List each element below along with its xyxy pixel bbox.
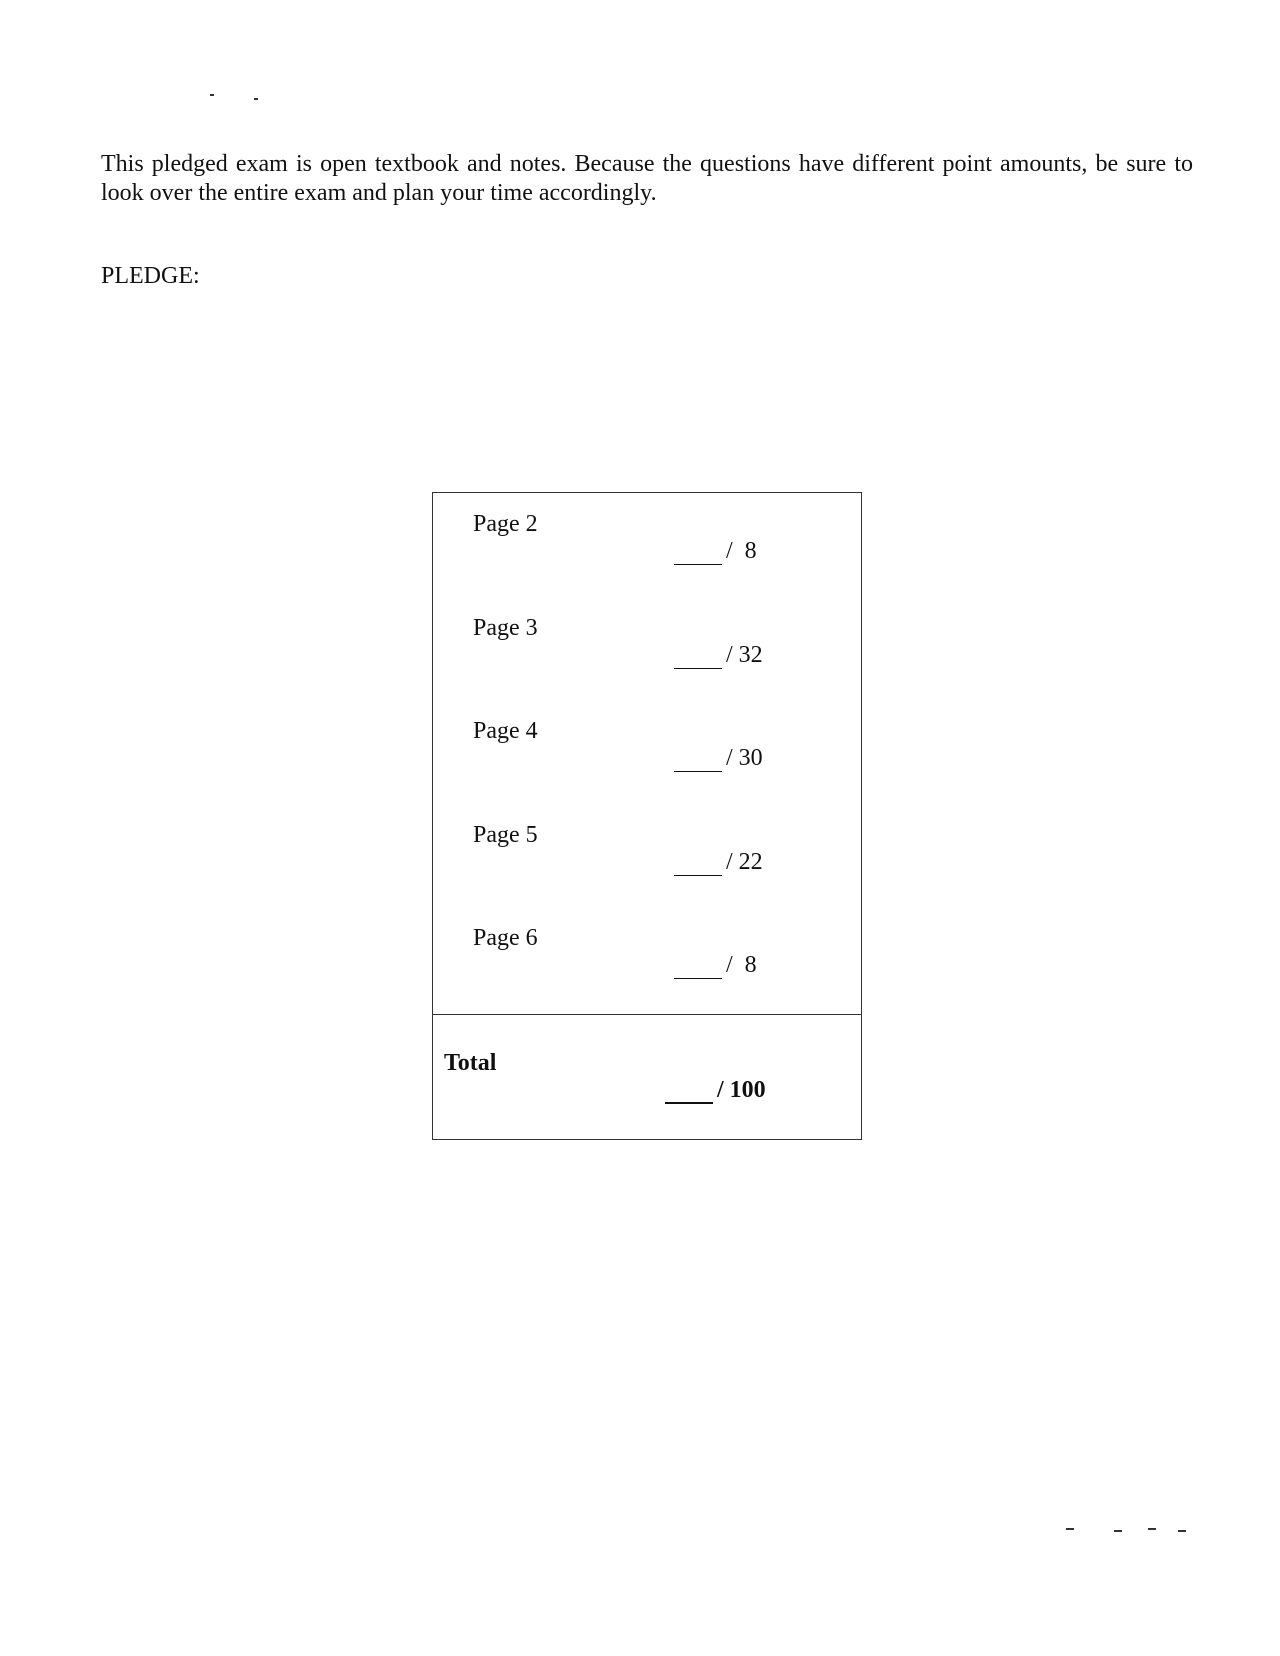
score-row-page-3 bbox=[433, 597, 861, 687]
score-row-score bbox=[674, 642, 763, 669]
score-row-score bbox=[674, 952, 757, 979]
total-label: Total bbox=[444, 1050, 497, 1076]
score-row-points: / 32 bbox=[726, 642, 763, 668]
score-row-page-4 bbox=[433, 700, 861, 790]
score-row-page-6 bbox=[433, 907, 861, 997]
exam-instructions: This pledged exam is open textbook and notes. Because the questions have different point amounts, be sure to look over the entire exam and plan your time accordingly. bbox=[101, 151, 1193, 206]
score-blank[interactable] bbox=[674, 644, 722, 669]
score-row-label: Page 3 bbox=[473, 615, 538, 641]
score-row-score bbox=[674, 745, 763, 772]
score-blank[interactable] bbox=[674, 540, 722, 565]
score-blank[interactable] bbox=[674, 851, 722, 876]
pledge-label: PLEDGE: bbox=[101, 263, 200, 289]
header-fragment bbox=[190, 86, 270, 106]
score-row-page-2 bbox=[433, 493, 861, 583]
score-row-label: Page 2 bbox=[473, 511, 538, 537]
total-points: / 100 bbox=[717, 1077, 766, 1103]
score-row-points: / 8 bbox=[726, 538, 757, 564]
score-row-score bbox=[674, 538, 757, 565]
total-blank[interactable] bbox=[665, 1078, 713, 1104]
score-row-points: / 30 bbox=[726, 745, 763, 771]
score-row-score bbox=[674, 849, 763, 876]
score-table bbox=[432, 492, 862, 1140]
score-row-label: Page 4 bbox=[473, 718, 538, 744]
score-row-points: / 8 bbox=[726, 952, 757, 978]
score-row-label: Page 5 bbox=[473, 822, 538, 848]
total-score bbox=[665, 1077, 766, 1104]
score-blank[interactable] bbox=[674, 747, 722, 772]
score-row-page-5 bbox=[433, 804, 861, 894]
score-row-label: Page 6 bbox=[473, 925, 538, 951]
score-row-points: / 22 bbox=[726, 849, 763, 875]
page-number-fragment bbox=[1066, 1526, 1196, 1536]
score-row-total bbox=[433, 1014, 861, 1139]
score-blank[interactable] bbox=[674, 954, 722, 979]
